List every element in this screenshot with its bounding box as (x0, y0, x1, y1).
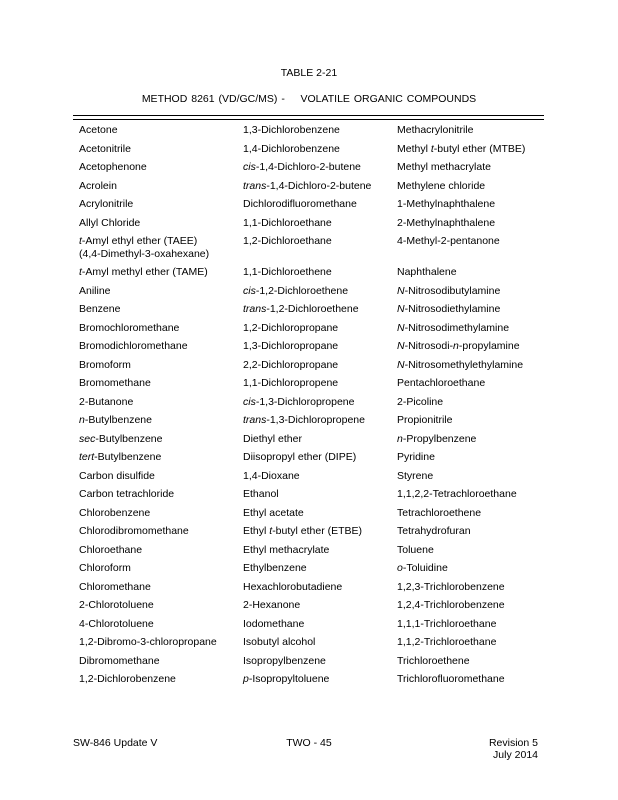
header-rule-bottom (73, 119, 544, 120)
compound-name: Ethanol (243, 488, 279, 500)
compound-name: Methylene chloride (397, 179, 486, 192)
table-subtitle: METHOD 8261 (VD/GC/MS) - VOLATILE ORGANIC COMPOUNDS (141, 93, 477, 105)
compound-name: Dichlorodifluoromethane (243, 198, 357, 210)
compound-name: n-Butylbenzene (79, 414, 152, 426)
compound-name: 1,2-Dichlorobenzene (79, 673, 176, 685)
compound-name: N-Nitrosomethylethylamine (397, 358, 524, 371)
compound-name: p-Isopropyltoluene (243, 673, 330, 685)
header-rule-top (73, 115, 544, 116)
compound-name: 4-Methyl-2-pentanone (397, 235, 500, 247)
compound-column-1 (79, 124, 239, 692)
compound-name: 1,4-Dioxane (243, 469, 300, 482)
compound-name: N-Nitrosodimethylamine (397, 321, 510, 334)
compound-name: Methacrylonitrile (397, 124, 474, 136)
compound-name: 1,1,2,2-Tetrachloroethane (397, 488, 517, 500)
footer-page-number: TWO - 45 (286, 737, 332, 749)
compound-name: Carbon tetrachloride (79, 488, 175, 500)
compound-name: N-Nitrosodiethylamine (397, 303, 501, 315)
compound-name: Bromodichloromethane (79, 340, 188, 352)
compound-name: 2-Hexanone (243, 599, 301, 611)
compound-name: t-Amyl ethyl ether (TAEE) (4,4-Dimethyl-3-oxahexane) (79, 235, 210, 260)
compound-name: Dibromomethane (79, 654, 160, 667)
compound-name: 2-Chlorotoluene (79, 599, 154, 611)
footer-revision-number: Revision 5 (488, 737, 538, 749)
compound-name: Styrene (397, 469, 434, 482)
compound-name: Chlorobenzene (79, 506, 151, 519)
compound-name: trans-1,4-Dichloro-2-butene (243, 179, 372, 192)
compound-name: 1,2-Dibromo-3-chloropropane (79, 636, 217, 648)
compound-name: Tetrahydrofuran (397, 525, 471, 537)
compound-name: Naphthalene (397, 266, 457, 278)
compound-name: Ethyl t-butyl ether (ETBE) (243, 525, 363, 537)
compound-name: Pentachloroethane (397, 377, 486, 389)
compound-name: trans-1,2-Dichloroethene (243, 303, 359, 315)
compound-name: 4-Chlorotoluene (79, 617, 154, 630)
compound-name: 1,2-Dichloroethane (243, 235, 332, 247)
compound-name: Benzene (79, 303, 121, 315)
compound-name: 1,1-Dichloroethane (243, 216, 332, 229)
compound-name: Chlorodibromomethane (79, 525, 189, 537)
compound-name: sec-Butylbenzene (79, 432, 163, 445)
compound-name: Acetonitrile (79, 142, 131, 155)
compound-name: Chloroethane (79, 543, 143, 556)
compound-name: 2-Methylnaphthalene (397, 216, 496, 229)
compound-name: Hexachlorobutadiene (243, 580, 343, 593)
compound-column-3 (397, 124, 547, 692)
compound-name: 1,2,4-Trichlorobenzene (397, 599, 505, 611)
compound-name: Trichloroethene (397, 654, 470, 667)
compound-name: Diethyl ether (243, 432, 302, 445)
compound-name: cis-1,4-Dichloro-2-butene (243, 161, 361, 173)
compound-name: Bromochloromethane (79, 321, 180, 334)
compound-name: o-Toluidine (397, 562, 448, 574)
compound-name: Acetophenone (79, 161, 147, 173)
compound-name: Allyl Chloride (79, 216, 141, 229)
compound-name: 1-Methylnaphthalene (397, 198, 496, 210)
compound-name: N-Nitrosodibutylamine (397, 284, 501, 297)
compound-name: Pyridine (397, 451, 435, 463)
compound-name: Chloromethane (79, 580, 151, 593)
compound-name: Ethylbenzene (243, 562, 307, 574)
compound-name: Methyl methacrylate (397, 161, 491, 173)
compound-name: 1,1,2-Trichloroethane (397, 636, 497, 648)
compound-name: Trichlorofluoromethane (397, 673, 505, 685)
compound-name: Carbon disulfide (79, 469, 155, 482)
compound-name: Methyl t-butyl ether (MTBE) (397, 142, 526, 155)
compound-name: 2-Picoline (397, 395, 444, 408)
compound-name: 2-Butanone (79, 395, 134, 408)
compound-name: Bromomethane (79, 377, 151, 389)
compound-name: 1,1,1-Trichloroethane (397, 617, 497, 630)
compound-name: Aniline (79, 284, 111, 297)
compound-name: 1,1-Dichloropropene (243, 377, 339, 389)
compound-column-2 (243, 124, 393, 692)
compound-name: Tetrachloroethene (397, 506, 482, 519)
compound-name: cis-1,3-Dichloropropene (243, 395, 355, 408)
compound-name: 1,3-Dichloropropane (243, 340, 339, 352)
compound-name: Isopropylbenzene (243, 654, 326, 667)
compound-name: cis-1,2-Dichloroethene (243, 284, 349, 297)
footer-revision (489, 737, 538, 761)
compound-name: t-Amyl methyl ether (TAME) (79, 266, 208, 278)
compound-name: Diisopropyl ether (DIPE) (243, 451, 357, 463)
compound-name: Acetone (79, 124, 118, 136)
compound-name: Propionitrile (397, 414, 453, 426)
compound-name: n-Propylbenzene (397, 432, 477, 445)
compound-name: Isobutyl alcohol (243, 636, 316, 648)
compound-name: 1,2,3-Trichlorobenzene (397, 580, 505, 593)
compound-name: 1,1-Dichloroethene (243, 266, 332, 278)
compound-name: tert-Butylbenzene (79, 451, 162, 463)
compound-name: Bromoform (79, 358, 131, 371)
compound-name: Acrylonitrile (79, 198, 134, 210)
compound-name: N-Nitrosodi-n-propylamine (397, 340, 520, 352)
table-title: TABLE 2-21 (280, 67, 338, 79)
compound-name: 2,2-Dichloropropane (243, 358, 339, 371)
compound-name: Chloroform (79, 562, 131, 574)
compound-name: 1,3-Dichlorobenzene (243, 124, 340, 136)
compound-name: Iodomethane (243, 617, 305, 630)
compound-name: 1,4-Dichlorobenzene (243, 142, 340, 155)
compound-name: 1,2-Dichloropropane (243, 321, 339, 334)
compound-name: Toluene (397, 543, 434, 556)
compound-name: Ethyl methacrylate (243, 543, 330, 556)
compound-name: Acrolein (79, 179, 117, 192)
footer-document-id: SW-846 Update V (73, 737, 158, 749)
compound-name: trans-1,3-Dichloropropene (243, 414, 365, 426)
footer-revision-date: July 2014 (493, 749, 538, 761)
compound-name: Ethyl acetate (243, 506, 304, 519)
